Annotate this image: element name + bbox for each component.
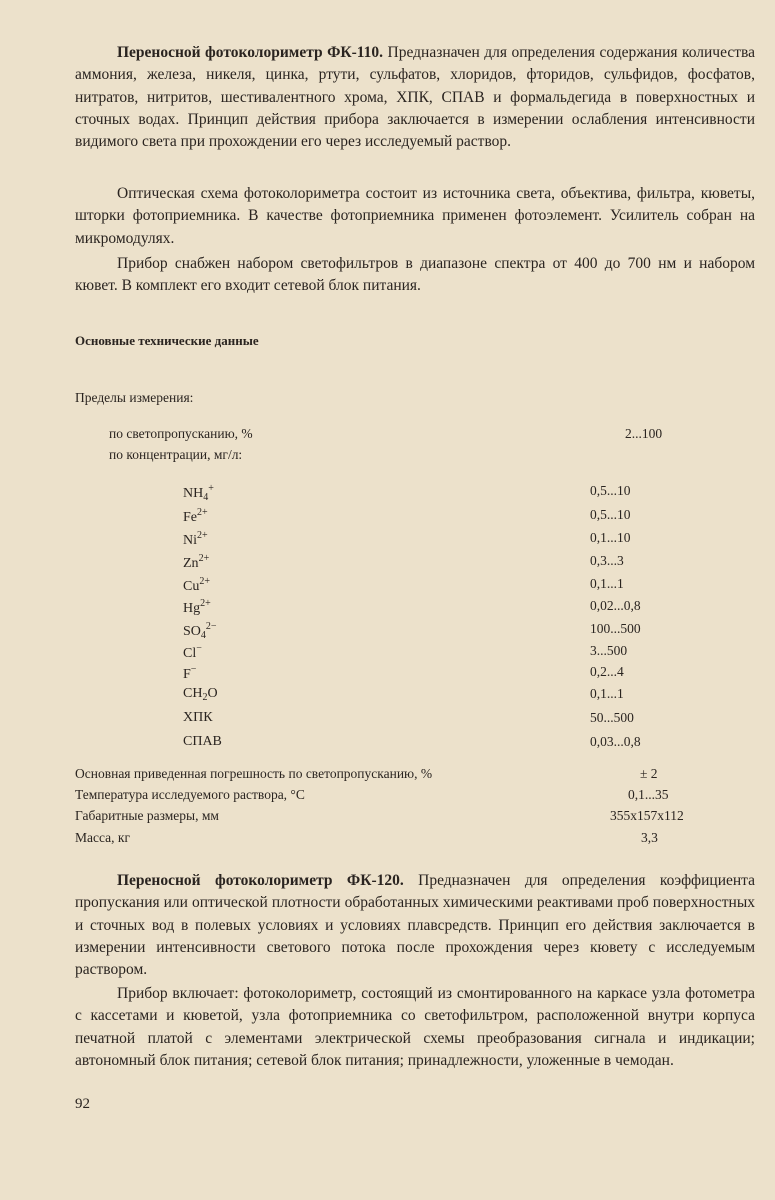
substance-value: 0,1...1 [590,686,624,701]
formula-superscript: 2+ [199,576,210,587]
mass-value: 3,3 [641,830,658,845]
substance-value: 50...500 [590,710,634,725]
error-value: ± 2 [640,766,658,781]
formula-symbol: Hg [183,601,201,616]
substance-formula [183,530,208,549]
substance-value: 0,02...0,8 [590,598,641,613]
substance-formula [183,483,214,503]
formula-subscript: 4 [200,630,206,641]
substance-value: 0,5...10 [590,483,631,498]
substance-formula [183,621,217,641]
transmission-value: 2...100 [625,426,663,441]
second-paragraph-2: Прибор включает: фотоколориметр, состоящий из смонтированного на каркасе узла фотометра с кассетами и кюветой, узла фотоприемника со светофильтром, расположенной внутри корпуса печатной платой с элементами электрической схемы преобразования сигнала и индикации; автономный блок питания; сетевой блок питания; принадлежности, уложенные в чемодан. [75,985,755,1069]
substance-value: 0,5...10 [590,507,631,522]
temperature-label: Температура исследуемого раствора, °С [75,787,305,802]
formula-superscript: − [196,643,202,654]
limits-label: Пределы измерения: [75,390,194,405]
substance-value: 3...500 [590,643,628,658]
dimensions-label: Габаритные размеры, мм [75,808,219,823]
formula-symbol: СПАВ [183,734,222,749]
error-label: Основная приведенная погрешность по светопропусканию, % [75,766,433,781]
specs-heading: Основные технические данные [75,333,259,348]
formula-symbol: Fe [183,510,197,525]
dimensions-value: 355x157x112 [610,808,684,823]
substance-value: 0,03...0,8 [590,734,641,749]
formula-symbol: F [183,667,191,682]
substance-value: 0,3...3 [590,553,624,568]
concentration-label: по концентрации, мг/л: [109,447,243,462]
substance-formula [183,734,222,750]
substance-formula [183,643,202,662]
formula-symbol: ХПК [183,710,213,725]
formula-superscript: 2− [205,621,217,632]
intro-text-1: Предназначен для определения содержания количества аммония, железа, никеля, цинка, ртути, сульфатов, хлоридов, фторидов, сульфидов, фосфатов, нитратов, нитритов, шестивалентного хрома, ХПК, СПАВ и формальдегида в поверхностных и сточных водах. Принцип действия прибора заключается в измерении ослабления интенсивности видимого света при прохождении его через исследуемый раствор. [75,44,756,151]
substance-formula [183,686,218,703]
formula-symbol: CH [183,686,203,701]
substance-formula [183,598,211,617]
temperature-value: 0,1...35 [628,787,669,802]
second-paragraph-1 [75,870,755,981]
formula-symbol: SO [183,624,201,639]
formula-superscript: 2+ [197,530,208,541]
intro-paragraph-1 [75,42,755,153]
substance-formula [183,576,210,595]
formula-tail: O [207,686,218,701]
device-title-fk110: Переносной фотоколориметр ФК-110. [117,44,384,61]
formula-subscript: 4 [203,492,209,503]
formula-symbol: Cu [183,579,200,594]
page-number: 92 [75,1096,90,1112]
substance-formula [183,664,196,683]
formula-symbol: NH [183,486,204,501]
substance-value: 0,1...10 [590,530,631,545]
transmission-label: по светопропусканию, % [109,426,253,441]
substance-value: 0,1...1 [590,576,624,591]
second-text-1: Предназначен для определения коэффициента пропускания или оптической плотности обработанных химическими реактивами проб поверхностных и сточных вод в полевых условиях и условиях плавсредств. Принцип его действия заключается в измерении интенсивности светового потока после прохождения через кювету с исследуемым раствором. [75,872,756,979]
formula-superscript: 2+ [197,507,208,518]
mass-label: Масса, кг [75,830,130,845]
formula-symbol: Ni [183,533,197,548]
substance-formula [183,710,213,726]
formula-subscript: 2 [202,692,208,703]
substance-value: 100...500 [590,621,641,636]
formula-superscript: + [208,483,214,494]
intro-paragraph-2: Оптическая схема фотоколориметра состоит из источника света, объектива, фильтра, кюветы, шторки фотоприемника. В качестве фотоприемника применен фотоэлемент. Усилитель собран на микромодулях. [75,185,755,247]
formula-superscript: − [190,664,197,675]
formula-superscript: 2+ [198,553,210,564]
formula-symbol: Cl [183,646,197,661]
intro-paragraph-3: Прибор снабжен набором светофильтров в диапазоне спектра от 400 до 700 нм и набором кювет. В комплект его входит сетевой блок питания. [75,255,755,295]
substance-formula [183,553,209,572]
formula-superscript: 2+ [200,598,211,609]
formula-symbol: Zn [183,556,199,571]
substance-value: 0,2...4 [590,664,624,679]
substance-formula [183,507,208,526]
device-title-fk120: Переносной фотоколориметр ФК-120. [117,872,404,889]
